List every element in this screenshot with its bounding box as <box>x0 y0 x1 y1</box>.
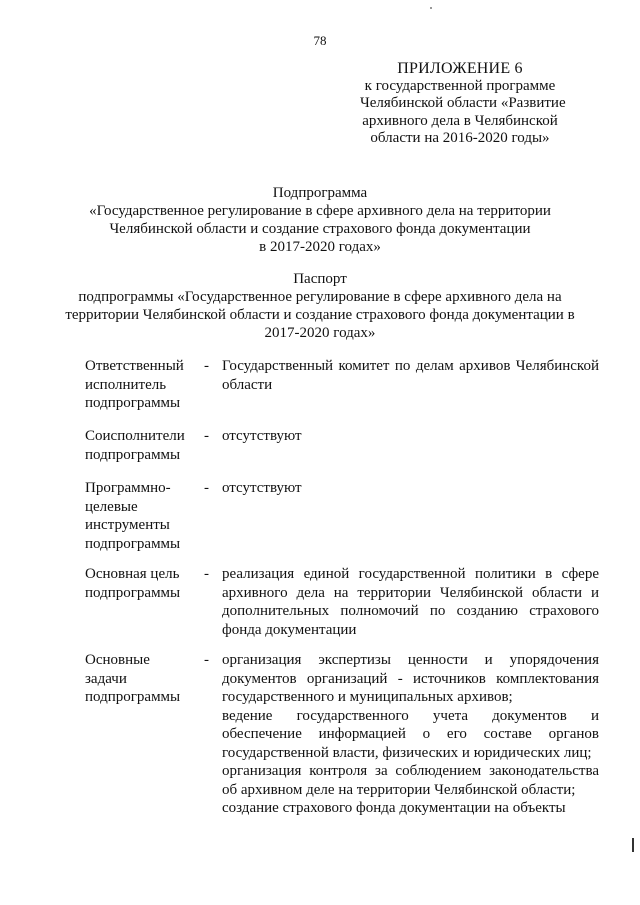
row-label <box>85 565 195 602</box>
row-label <box>85 427 195 464</box>
row-dash: - <box>204 480 209 496</box>
passport-title <box>0 270 640 342</box>
row-label <box>85 357 195 413</box>
passport-title-line: 2017-2020 годах» <box>264 325 376 341</box>
row-label-line: подпрограммы <box>85 395 181 411</box>
appendix-line: области на 2016-2020 годы» <box>370 130 550 146</box>
subprogram-title-line: Подпрограмма <box>272 185 368 201</box>
row-dash: - <box>204 652 209 668</box>
row-value <box>222 565 599 639</box>
row-value-paragraph: Государственный комитет по делам архивов Челябинской области <box>222 358 599 393</box>
row-label-line: целевые <box>85 498 138 515</box>
row-value-paragraph: реализация единой государственной политики в сфере архивного дела на территории Челябинской области и дополнительных полномочий по созданию страхового фонда документации <box>222 566 599 638</box>
row-dash: - <box>204 358 209 374</box>
page-number: 78 <box>313 33 327 48</box>
row-value <box>222 427 599 446</box>
row-label-line: подпрограммы <box>85 535 181 552</box>
subprogram-title <box>0 184 640 256</box>
row-label-line: исполнитель <box>85 376 167 393</box>
row-value-paragraph: создание страхового фонда документации на объекты <box>222 800 566 816</box>
row-label <box>85 651 195 707</box>
row-value <box>222 651 599 818</box>
appendix-title: ПРИЛОЖЕНИЕ 6 <box>397 60 523 77</box>
row-label-line: задачи <box>85 670 127 687</box>
row-label-line: Программно- <box>85 480 171 496</box>
row-value <box>222 357 599 394</box>
passport-title-line: Паспорт <box>293 271 347 287</box>
row-value-paragraph: организация экспертизы ценности и упорядочения документов организаций - источников комплектования государственного и муниципальных архивов; <box>222 652 599 705</box>
row-label-line: Основные <box>85 652 150 668</box>
appendix-heading <box>360 60 566 148</box>
scan-artifact-bar <box>632 838 634 852</box>
row-value-paragraph: организация контроля за соблюдением законодательства об архивном деле на территории Челябинской области; <box>222 763 599 798</box>
subprogram-title-line: в 2017-2020 годах» <box>259 239 381 255</box>
row-value-paragraph: отсутствуют <box>222 480 302 496</box>
row-label-line: Ответственный <box>85 358 184 374</box>
row-label-line: подпрограммы <box>85 446 181 463</box>
row-value-paragraph: отсутствуют <box>222 428 302 444</box>
row-value-paragraph: ведение государственного учета документов и обеспечение информацией о его составе органов государственной власти, физических и юридических лиц; <box>222 707 599 761</box>
subprogram-title-line: Челябинской области и создание страхового фонда документации <box>109 221 531 237</box>
row-value <box>222 479 599 498</box>
row-label-line: подпрограммы <box>85 689 181 705</box>
passport-title-line: территории Челябинской области и создание страхового фонда документации в <box>65 307 575 323</box>
scan-artifact-dot <box>430 7 432 9</box>
row-label <box>85 479 195 553</box>
appendix-line: архивного дела в Челябинской <box>362 112 558 129</box>
passport-title-line: подпрограммы «Государственное регулирование в сфере архивного дела на <box>78 289 562 305</box>
appendix-line: Челябинской области «Развитие <box>360 95 566 111</box>
row-dash: - <box>204 566 209 582</box>
row-dash: - <box>204 428 209 444</box>
row-label-line: Соисполнители <box>85 428 185 444</box>
subprogram-title-line: «Государственное регулирование в сфере архивного дела на территории <box>89 203 551 219</box>
row-label-line: инструменты <box>85 517 170 533</box>
appendix-line: к государственной программе <box>364 77 556 94</box>
row-label-line: подпрограммы <box>85 584 181 601</box>
row-label-line: Основная цель <box>85 566 180 582</box>
